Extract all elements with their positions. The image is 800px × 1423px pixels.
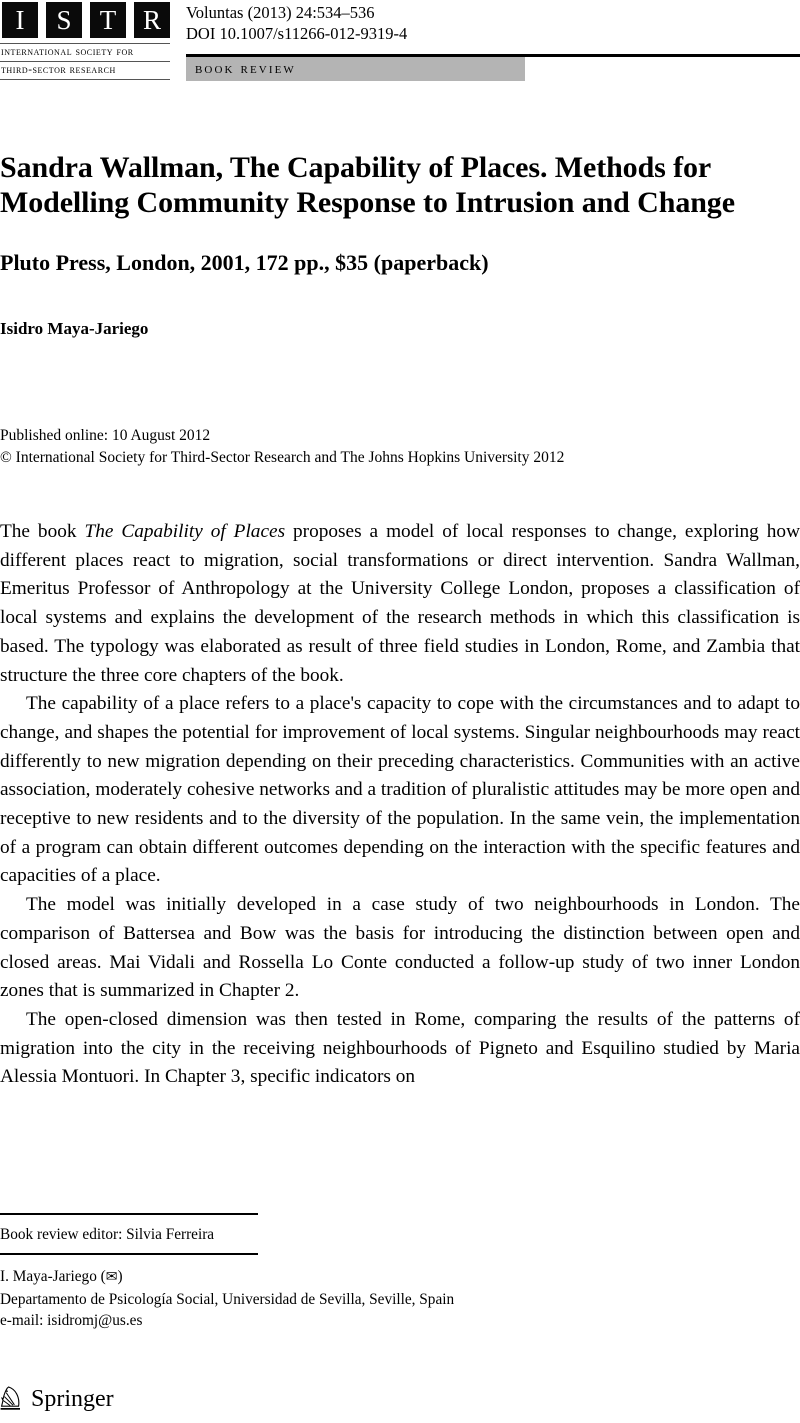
istr-tagline xyxy=(0,43,170,80)
envelope-icon: ✉ xyxy=(105,1270,118,1285)
book-review-editor-note: Book review editor: Silvia Ferreira xyxy=(0,1226,215,1243)
istr-logo-letter-t: T xyxy=(90,2,126,38)
correspondence-affiliation: Departamento de Psicología Social, Universidad de Sevilla, Seville, Spain xyxy=(0,1290,455,1308)
correspondence-email[interactable]: e-mail: isidromj@us.es xyxy=(0,1312,143,1329)
page-title: Sandra Wallman, The Capability of Places. Methods for Modelling Community Response to Intrusion and Change xyxy=(0,151,735,220)
section-label: book review xyxy=(195,60,296,77)
body-paragraph-2: The capability of a place refers to a place's capacity to cope with the circumstances and to adapt to change, and shapes the potential for improvement of local systems. Singular neighbourhoods may react differently to new migration depending on their preceding characteristics. Communities with an active association, moderately cohesive networks and a tradition of pluralistic attitudes may be more open and receptive to new residents and to the diversity of the population. In the same vein, the implementation of a program can obtain different outcomes depending on the interaction with the specific features and capacities of a place. xyxy=(0,693,800,887)
masthead xyxy=(0,0,800,92)
springer-wordmark: Springer xyxy=(31,1386,114,1412)
book-title-italic: The Capability of Places xyxy=(84,521,286,542)
article-author: Isidro Maya-Jariego xyxy=(0,319,149,338)
paragraph-1-text-a: The book xyxy=(0,521,85,542)
correspondence-author xyxy=(0,1266,800,1289)
springer-knight-logo-icon xyxy=(0,1386,24,1412)
body-paragraph-1 xyxy=(0,518,800,690)
correspondence-author-name: I. Maya-Jariego ( xyxy=(0,1268,106,1285)
body-paragraph-3: The model was initially developed in a case study of two neighbourhoods in London. The comparison of Battersea and Bow was the basis for introducing the distinction between open and closed areas. Mai Vidali and Rossella Lo Conte conducted a follow-up study of two inner London zones that is summarized in Chapter 2. xyxy=(0,894,800,1002)
istr-logo-letter-i: I xyxy=(2,2,38,38)
correspondence-paren-close: ) xyxy=(117,1268,123,1285)
footnotes xyxy=(0,1213,800,1332)
journal-citation: Voluntas (2013) 24:534–536 xyxy=(186,3,375,22)
springer-footer xyxy=(0,1386,114,1412)
journal-reference xyxy=(186,2,407,44)
tagline-line-1: international society for xyxy=(1,46,134,58)
article-body xyxy=(0,518,800,1092)
istr-logo-letter-s: S xyxy=(46,2,82,38)
tagline-line-2: third-sector research xyxy=(1,64,116,76)
published-online-date: Published online: 10 August 2012 xyxy=(0,427,211,444)
istr-logo-letters xyxy=(2,2,172,38)
paragraph-1-text-b: proposes a model of local responses to change, exploring how different places react to migration, social transformations or direct intervention. Sandra Wallman, Emeritus Professor of Anthropology at the University College London, proposes a classification of local systems and explains the development of the research methods in which this classification is based. The typology was elaborated as result of three field studies in London, Rome, and Zambia that structure the three core chapters of the book. xyxy=(0,521,800,686)
correspondence-block xyxy=(0,1255,800,1332)
body-paragraph-4: The open-closed dimension was then tested in Rome, comparing the results of the patterns of migration into the city in the receiving neighbourhoods of Pigneto and Esquilino studied by Maria Alessia Montuori. In Chapter 3, specific indicators on xyxy=(0,1008,800,1088)
istr-logo xyxy=(0,0,172,80)
journal-doi: DOI 10.1007/s11266-012-9319-4 xyxy=(186,24,408,43)
article-subtitle: Pluto Press, London, 2001, 172 pp., $35 (paperback) xyxy=(0,250,489,275)
tagline-rule-bottom xyxy=(0,79,170,80)
copyright-line: © International Society for Third-Sector Research and The Johns Hopkins University 2012 xyxy=(0,448,565,466)
section-band xyxy=(186,57,525,81)
publication-info xyxy=(0,425,564,468)
istr-logo-letter-r: R xyxy=(134,2,170,38)
